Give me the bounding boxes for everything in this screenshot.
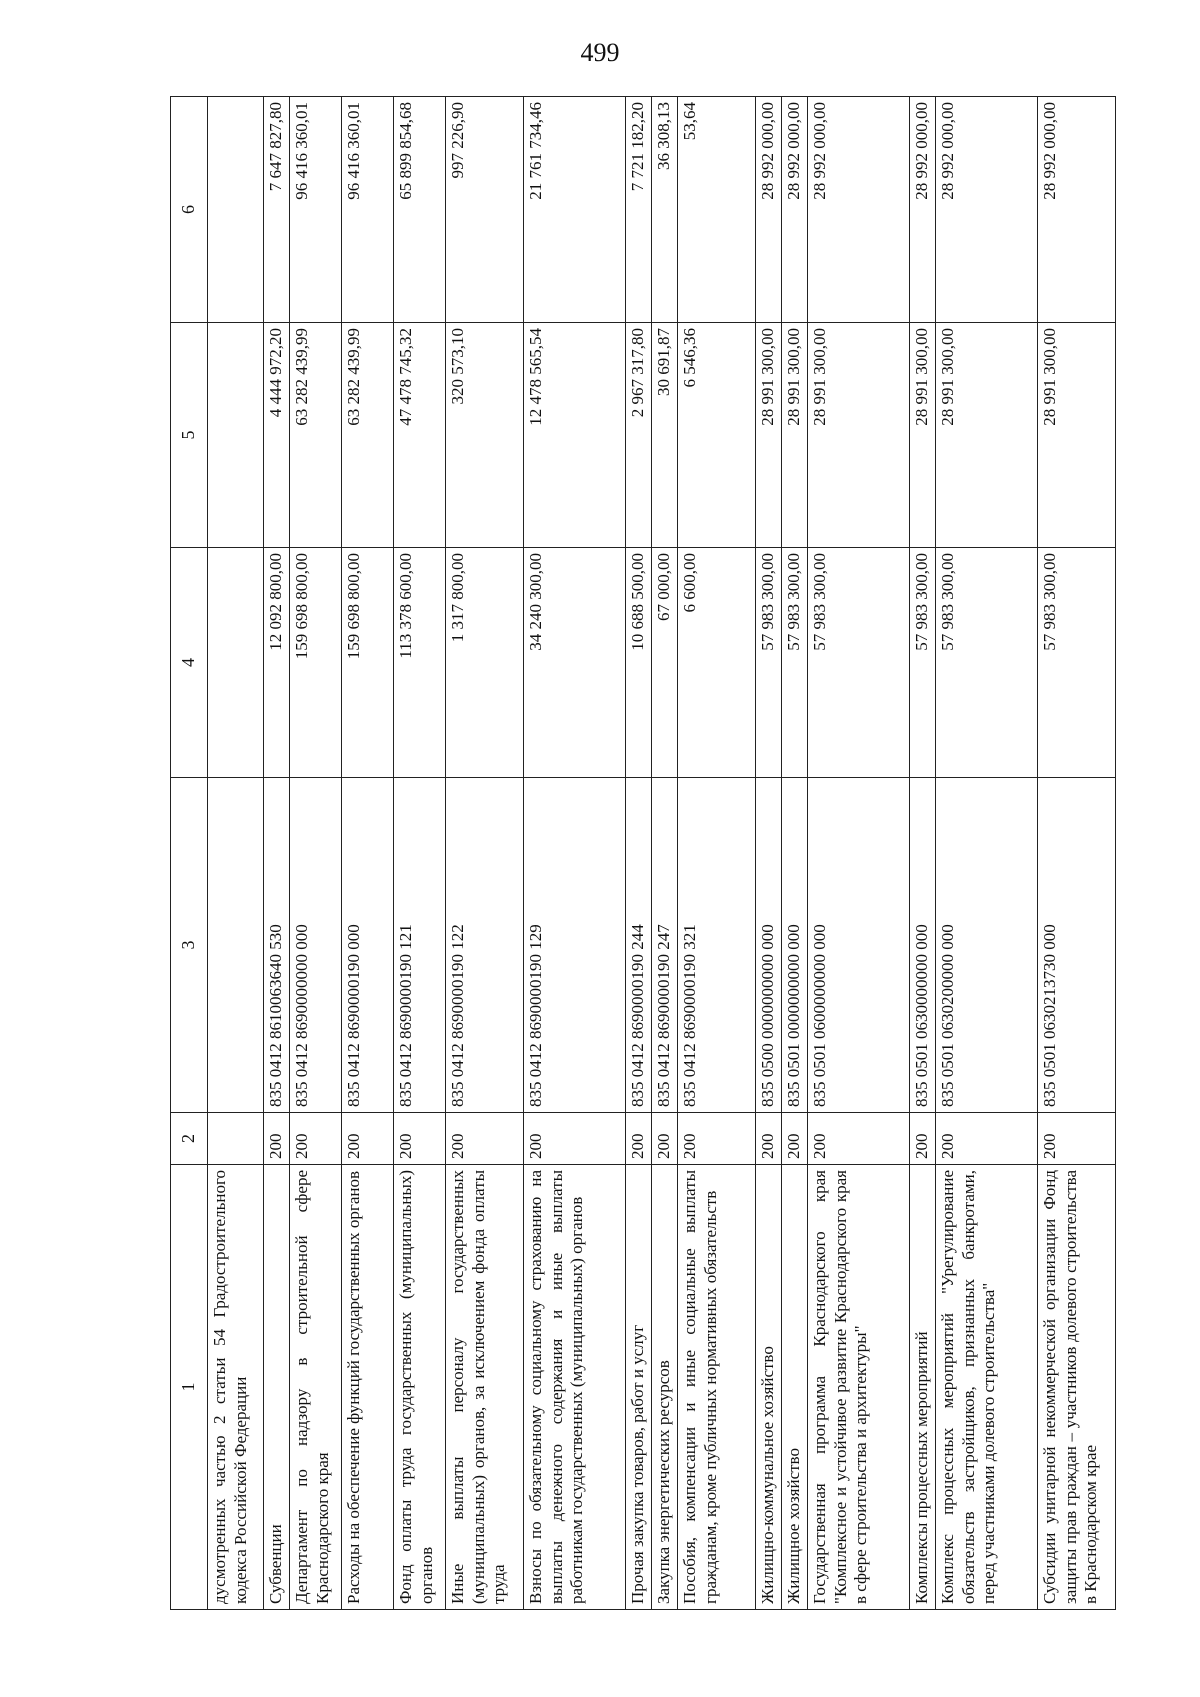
row-c4: 57 983 300,00 — [782, 548, 808, 778]
row-c5: 12 478 565,54 — [524, 323, 626, 548]
row-c6: 7 721 182,20 — [626, 97, 652, 323]
row-c5: 28 991 300,00 — [936, 323, 1038, 548]
row-c4: 34 240 300,00 — [524, 548, 626, 778]
row-c2: 200 — [808, 1113, 910, 1165]
row-c4: 57 983 300,00 — [910, 548, 936, 778]
row-c5: 63 282 439,99 — [290, 323, 342, 548]
row-name: Фонд оплаты труда государственных (муниципальных) органов — [394, 1165, 446, 1610]
row-c5: 63 282 439,99 — [342, 323, 394, 548]
row-c6: 65 899 854,68 — [394, 97, 446, 323]
row-c2: 200 — [264, 1113, 290, 1165]
col-header-3: 3 — [171, 778, 208, 1113]
col-header-6: 6 — [171, 97, 208, 323]
table-row — [524, 97, 626, 1610]
budget-table — [170, 96, 1116, 1610]
row-c4: 159 698 800,00 — [290, 548, 342, 778]
row-name: дусмотренных частью 2 статьи 54 Градостроительного кодекса Российской Федерации — [208, 1165, 264, 1610]
row-code: 835 0501 0630200000 000 — [936, 778, 1038, 1113]
row-c5: 4 444 972,20 — [264, 323, 290, 548]
row-name: Закупка энергетических ресурсов — [652, 1165, 678, 1610]
row-code — [208, 778, 264, 1113]
row-c2: 200 — [446, 1113, 524, 1165]
col-header-2: 2 — [171, 1113, 208, 1165]
row-name: Государственная программа Краснодарского края "Комплексное и устойчивое развитие Краснодарского края в сфере строительства и архитектуры" — [808, 1165, 910, 1610]
row-name: Департамент по надзору в строительной сфере Краснодарского края — [290, 1165, 342, 1610]
table-row — [678, 97, 756, 1610]
table-row — [808, 97, 910, 1610]
row-c6: 21 761 734,46 — [524, 97, 626, 323]
rotated-budget-table-container — [170, 97, 1101, 1610]
row-name: Взносы по обязательному социальному страхованию на выплаты денежного содержания и иные выплаты работникам государственных (муниципальных) органов — [524, 1165, 626, 1610]
row-code: 835 0501 0630000000 000 — [910, 778, 936, 1113]
col-header-4: 4 — [171, 548, 208, 778]
col-header-5: 5 — [171, 323, 208, 548]
table-row — [756, 97, 782, 1610]
row-c6: 28 992 000,00 — [1038, 97, 1116, 323]
row-name: Пособия, компенсации и иные социальные выплаты гражданам, кроме публичных нормативных обязательств — [678, 1165, 756, 1610]
row-c4: 1 317 800,00 — [446, 548, 524, 778]
row-code: 835 0412 8690000190 129 — [524, 778, 626, 1113]
row-c5: 28 991 300,00 — [782, 323, 808, 548]
row-c2: 200 — [910, 1113, 936, 1165]
row-name: Иные выплаты персоналу государственных (муниципальных) органов, за исключением фонда оплаты труда — [446, 1165, 524, 1610]
row-c2: 200 — [652, 1113, 678, 1165]
row-code: 835 0412 8690000190 247 — [652, 778, 678, 1113]
row-c5: 2 967 317,80 — [626, 323, 652, 548]
row-c5 — [208, 323, 264, 548]
row-c6: 36 308,13 — [652, 97, 678, 323]
row-c5: 30 691,87 — [652, 323, 678, 548]
table-row — [264, 97, 290, 1610]
row-c4 — [208, 548, 264, 778]
row-name: Прочая закупка товаров, работ и услуг — [626, 1165, 652, 1610]
table-row — [1038, 97, 1116, 1610]
row-c2: 200 — [342, 1113, 394, 1165]
row-c6: 96 416 360,01 — [342, 97, 394, 323]
row-code: 835 0412 8690000190 121 — [394, 778, 446, 1113]
row-c6: 28 992 000,00 — [936, 97, 1038, 323]
row-c2: 200 — [678, 1113, 756, 1165]
row-code: 835 0501 0000000000 000 — [782, 778, 808, 1113]
table-row — [342, 97, 394, 1610]
table-row — [782, 97, 808, 1610]
row-c2: 200 — [626, 1113, 652, 1165]
row-code: 835 0412 8690000000 000 — [290, 778, 342, 1113]
col-header-1: 1 — [171, 1165, 208, 1610]
row-name: Жилищно-коммунальное хозяйство — [756, 1165, 782, 1610]
row-c6: 28 992 000,00 — [808, 97, 910, 323]
table-row — [652, 97, 678, 1610]
row-code: 835 0501 0600000000 000 — [808, 778, 910, 1113]
row-name: Жилищное хозяйство — [782, 1165, 808, 1610]
row-c2: 200 — [290, 1113, 342, 1165]
row-name: Расходы на обеспечение функций государственных органов — [342, 1165, 394, 1610]
page-number: 499 — [580, 38, 620, 67]
row-name: Субсидии унитарной некоммерческой организации Фонд защиты прав граждан – участников долевого строительства в Краснодарском крае — [1038, 1165, 1116, 1610]
row-c5: 320 573,10 — [446, 323, 524, 548]
row-c5: 28 991 300,00 — [910, 323, 936, 548]
row-code: 835 0500 0000000000 000 — [756, 778, 782, 1113]
row-c4: 57 983 300,00 — [1038, 548, 1116, 778]
row-c6: 28 992 000,00 — [756, 97, 782, 323]
row-code: 835 0501 0630213730 000 — [1038, 778, 1116, 1113]
row-name: Субвенции — [264, 1165, 290, 1610]
row-c6 — [208, 97, 264, 323]
header-row — [171, 97, 208, 1610]
row-code: 835 0412 8690000190 000 — [342, 778, 394, 1113]
row-c6: 7 647 827,80 — [264, 97, 290, 323]
row-c5: 6 546,36 — [678, 323, 756, 548]
table-row — [208, 97, 264, 1610]
row-c2: 200 — [936, 1113, 1038, 1165]
row-c2 — [208, 1113, 264, 1165]
row-c6: 53,64 — [678, 97, 756, 323]
row-c5: 47 478 745,32 — [394, 323, 446, 548]
table-row — [910, 97, 936, 1610]
row-c4: 57 983 300,00 — [808, 548, 910, 778]
row-c4: 67 000,00 — [652, 548, 678, 778]
row-name: Комплекс процессных мероприятий "Урегулирование обязательств застройщиков, признанных банкротами, перед участниками долевого строительства" — [936, 1165, 1038, 1610]
table-row — [936, 97, 1038, 1610]
row-c4: 6 600,00 — [678, 548, 756, 778]
row-c5: 28 991 300,00 — [756, 323, 782, 548]
row-c4: 159 698 800,00 — [342, 548, 394, 778]
row-c6: 28 992 000,00 — [910, 97, 936, 323]
row-c5: 28 991 300,00 — [1038, 323, 1116, 548]
row-c4: 113 378 600,00 — [394, 548, 446, 778]
row-code: 835 0412 8690000190 244 — [626, 778, 652, 1113]
row-c4: 10 688 500,00 — [626, 548, 652, 778]
row-code: 835 0412 8690000190 122 — [446, 778, 524, 1113]
row-c5: 28 991 300,00 — [808, 323, 910, 548]
row-c2: 200 — [524, 1113, 626, 1165]
row-c4: 57 983 300,00 — [756, 548, 782, 778]
row-c6: 96 416 360,01 — [290, 97, 342, 323]
table-row — [446, 97, 524, 1610]
row-c2: 200 — [1038, 1113, 1116, 1165]
row-c6: 997 226,90 — [446, 97, 524, 323]
table-row — [290, 97, 342, 1610]
row-c4: 57 983 300,00 — [936, 548, 1038, 778]
row-c2: 200 — [756, 1113, 782, 1165]
row-c6: 28 992 000,00 — [782, 97, 808, 323]
table-row — [626, 97, 652, 1610]
row-name: Комплексы процессных мероприятий — [910, 1165, 936, 1610]
row-code: 835 0412 8610063640 530 — [264, 778, 290, 1113]
row-code: 835 0412 8690000190 321 — [678, 778, 756, 1113]
row-c2: 200 — [782, 1113, 808, 1165]
table-row — [394, 97, 446, 1610]
row-c4: 12 092 800,00 — [264, 548, 290, 778]
row-c2: 200 — [394, 1113, 446, 1165]
